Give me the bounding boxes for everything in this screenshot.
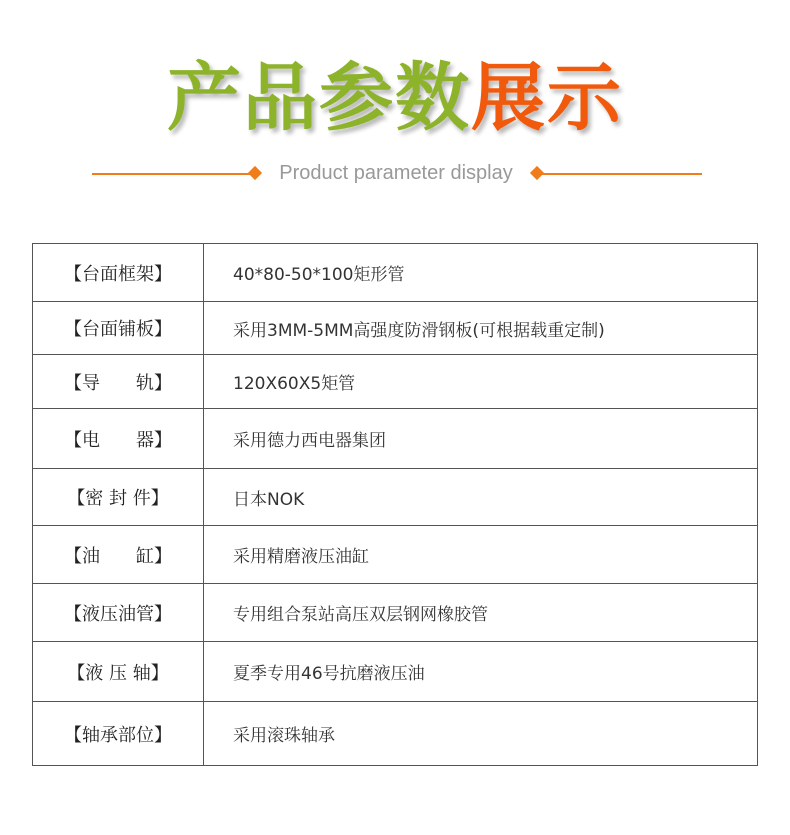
column-divider bbox=[203, 642, 204, 701]
spec-value: 夏季专用46号抗磨液压油 bbox=[233, 664, 425, 684]
spec-table bbox=[32, 243, 758, 766]
column-divider bbox=[203, 244, 204, 301]
spec-row-deck-plate bbox=[33, 302, 757, 355]
column-divider bbox=[203, 409, 204, 468]
spec-value: 采用德力西电器集团 bbox=[233, 431, 386, 451]
spec-label: 【台面铺板】 bbox=[64, 319, 172, 340]
spec-row-hydraulic-hose bbox=[33, 584, 757, 642]
spec-row-seals bbox=[33, 469, 757, 526]
spec-row-electrical bbox=[33, 409, 757, 469]
spec-label: 【轴承部位】 bbox=[64, 724, 172, 746]
spec-label: 【电 器】 bbox=[64, 429, 172, 451]
title-orange-part: 展示 bbox=[471, 55, 623, 141]
spec-label: 【密 封 件】 bbox=[67, 488, 169, 509]
spec-row-cylinder bbox=[33, 526, 757, 584]
spec-label: 【台面框架】 bbox=[64, 263, 172, 285]
page-title bbox=[0, 48, 790, 148]
subtitle-row bbox=[92, 158, 702, 188]
spec-value: 40*80-50*100矩形管 bbox=[233, 265, 405, 285]
spec-label: 【导 轨】 bbox=[64, 372, 172, 394]
column-divider bbox=[203, 702, 204, 765]
spec-row-guide-rail bbox=[33, 355, 757, 409]
column-divider bbox=[203, 355, 204, 408]
spec-label: 【液压油管】 bbox=[64, 603, 172, 625]
spec-value: 采用3MM-5MM高强度防滑钢板(可根据载重定制) bbox=[233, 320, 605, 341]
column-divider bbox=[203, 469, 204, 525]
spec-label: 【油 缸】 bbox=[64, 545, 172, 567]
subtitle-right-line bbox=[540, 173, 702, 175]
spec-label: 【液 压 轴】 bbox=[67, 662, 169, 684]
subtitle: Product parameter display bbox=[279, 162, 513, 184]
spec-row-frame bbox=[33, 244, 757, 302]
subtitle-left-line bbox=[92, 173, 252, 175]
diamond-left-icon bbox=[248, 166, 262, 180]
spec-value: 采用精磨液压油缸 bbox=[233, 547, 369, 567]
spec-value: 日本NOK bbox=[233, 489, 305, 510]
column-divider bbox=[203, 584, 204, 641]
spec-value: 120X60X5矩管 bbox=[233, 374, 356, 394]
column-divider bbox=[203, 302, 204, 354]
spec-value: 专用组合泵站高压双层钢网橡胶管 bbox=[233, 605, 488, 625]
spec-value: 采用滚珠轴承 bbox=[233, 726, 335, 746]
column-divider bbox=[203, 526, 204, 583]
spec-row-bearings bbox=[33, 702, 757, 765]
spec-row-hydraulic-oil bbox=[33, 642, 757, 702]
title-green-part: 产品参数 bbox=[167, 55, 471, 141]
